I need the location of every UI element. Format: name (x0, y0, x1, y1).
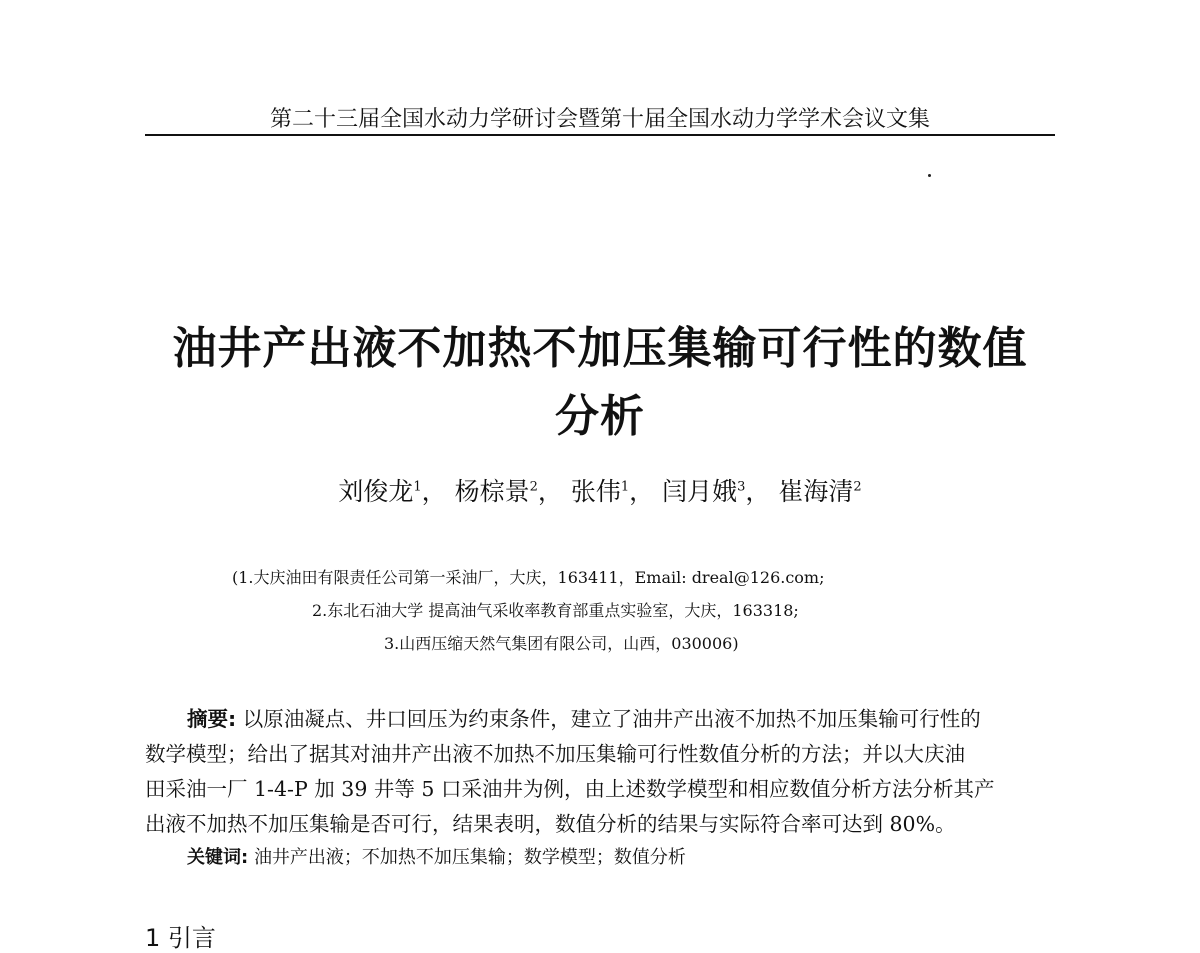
separator: ， (745, 477, 771, 506)
abstract-text: 以原油凝点、井口回压为约束条件，建立了油井产出液不加热不加压集输可行性的 (242, 707, 981, 731)
author-name: 张伟 (570, 477, 621, 506)
author-name: 闫月娥 (662, 477, 738, 506)
abstract-line: 数学模型；给出了据其对油井产出液不加热不加压集输可行性数值分析的方法；并以大庆油 (145, 742, 965, 766)
affiliation-3: 3.山西压缩天然气集团有限公司，山西，030006) (384, 634, 739, 653)
abstract-line: 出液不加热不加压集输是否可行，结果表明，数值分析的结果与实际符合率可达到 80%。 (145, 812, 956, 836)
separator: ， (629, 477, 655, 506)
abstract-label: 摘要: (187, 707, 237, 731)
keywords-label: 关键词: (187, 847, 249, 868)
author-list (100, 472, 1100, 508)
affiliation-2: 2.东北石油大学 提高油气采收率教育部重点实验室，大庆，163318; (312, 601, 799, 620)
abstract-line: 田采油一厂 1-4-P 加 39 井等 5 口采油井为例，由上述数学模型和相应数值分析方法分析其产 (145, 777, 995, 801)
affiliation-1: (1.大庆油田有限责任公司第一采油厂，大庆，163411，Email: dreal@126.com; (232, 568, 825, 587)
author-affiliation-mark: 1 (413, 479, 422, 495)
scan-speck (928, 174, 931, 177)
author-name: 刘俊龙 (338, 477, 414, 506)
keywords-line (145, 843, 1055, 873)
paper-title-line1: 油井产出液不加热不加压集输可行性的数值 (172, 323, 1028, 374)
abstract-line (145, 704, 1055, 734)
running-header: 第二十三届全国水动力学研讨会暨第十届全国水动力学学术会议文集 (269, 107, 930, 132)
author-affiliation-mark: 3 (737, 479, 746, 495)
author-affiliation-mark: 2 (853, 479, 862, 495)
header-rule (145, 134, 1055, 136)
author-affiliation-mark: 1 (620, 479, 630, 495)
section-heading-introduction: 1 引言 (145, 924, 216, 952)
keywords-text: 油井产出液；不加热不加压集输；数学模型；数值分析 (253, 847, 686, 868)
paper-title-line2: 分析 (555, 391, 645, 442)
separator: ， (537, 477, 563, 506)
author-name: 崔海清 (778, 477, 854, 506)
author-name: 杨棕景 (454, 477, 530, 506)
author-affiliation-mark: 2 (529, 479, 538, 495)
separator: ， (421, 477, 447, 506)
